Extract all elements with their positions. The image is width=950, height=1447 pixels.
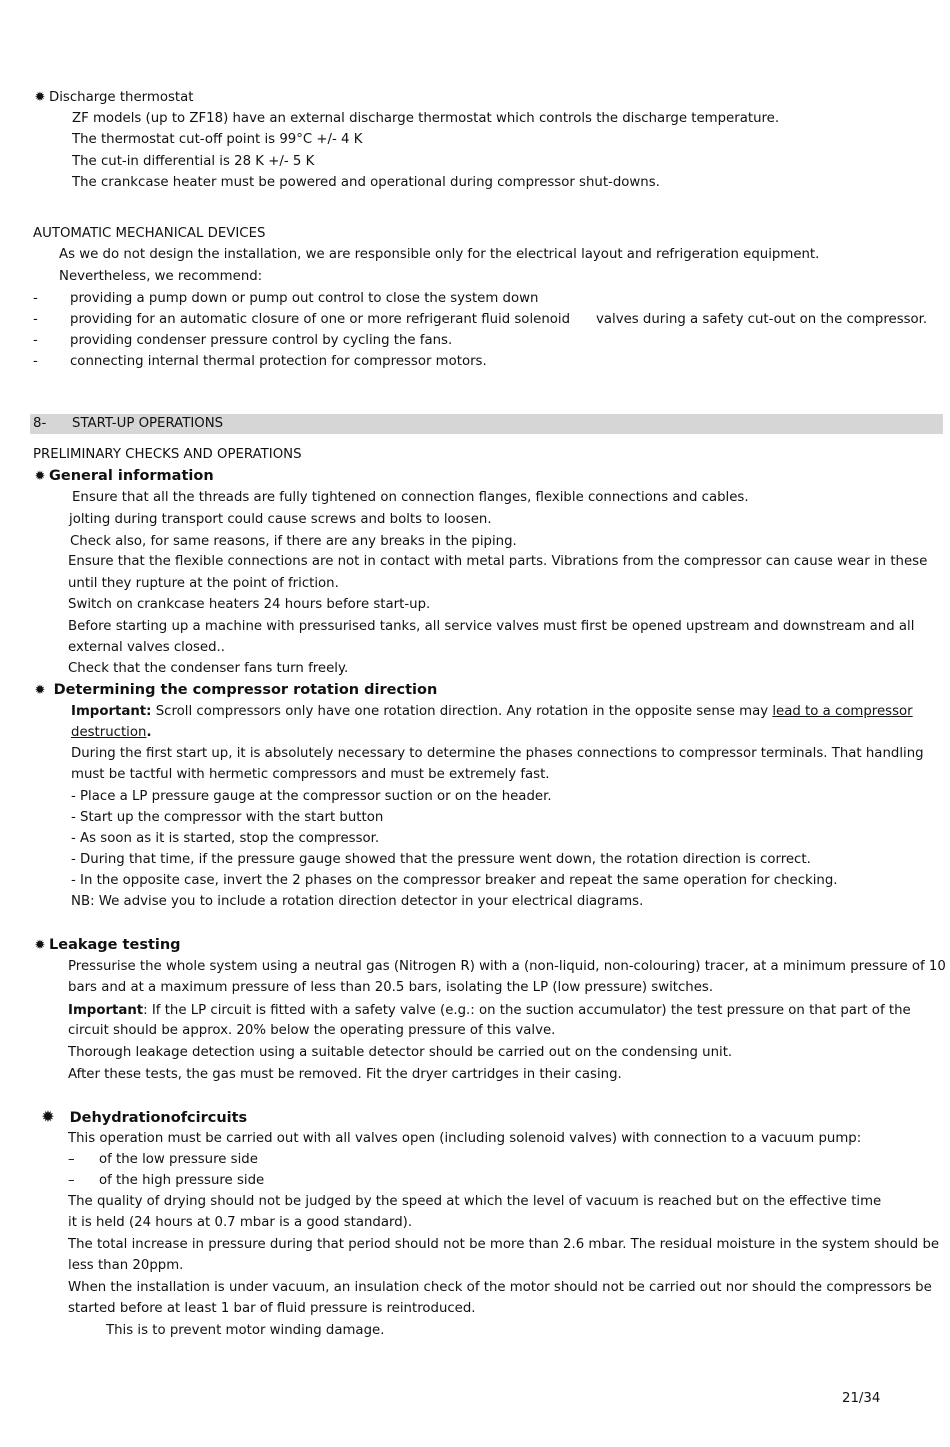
general-line: Check also, for same reasons, if there are any breaks in the piping. [70, 534, 517, 549]
list-item: providing for an automatic closure of one or more refrigerant fluid solenoid [70, 312, 571, 327]
list-item: of the high pressure side [99, 1173, 265, 1188]
dehydration-para: it is held (24 hours at 0.7 mbar is a good standard). [68, 1215, 413, 1230]
leakage-line: bars and at a maximum pressure of less than 20.5 bars, isolating the LP (low pressure) switches. [68, 980, 714, 995]
dehydration-para: started before at least 1 bar of fluid pressure is reintroduced. [68, 1301, 476, 1316]
prelim-heading: PRELIMINARY CHECKS AND OPERATIONS [33, 447, 302, 462]
discharge-line: The thermostat cut-off point is 99°C +/- 4 K [72, 132, 363, 147]
gear-bullet-icon: ✹ [34, 90, 46, 105]
list-item: of the low pressure side [99, 1152, 258, 1167]
general-line: Check that the condenser fans turn freely. [68, 661, 349, 676]
list-item: providing a pump down or pump out control to close the system down [70, 291, 539, 306]
general-line: Ensure that all the threads are fully tightened on connection flanges, flexible connections and cables. [72, 490, 749, 505]
auto-intro: As we do not design the installation, we are responsible only for the electrical layout and refrigeration equipment. [59, 247, 820, 262]
rotation-heading: ✹ Determining the compressor rotation direction [34, 682, 438, 698]
rotation-line: - Place a LP pressure gauge at the compressor suction or on the header. [71, 789, 552, 804]
leakage-line: After these tests, the gas must be removed. Fit the dryer cartridges in their casing. [68, 1067, 622, 1082]
list-item: providing condenser pressure control by cycling the fans. [70, 333, 453, 348]
rotation-important: Important: Scroll compressors only have one rotation direction. Any rotation in the opposite sense may lead to a compressor [71, 704, 913, 719]
auto-intro: Nevertheless, we recommend: [59, 269, 263, 284]
rotation-line: must be tactful with hermetic compressors and must be extremely fast. [71, 767, 550, 782]
rotation-line: During the first start up, it is absolutely necessary to determine the phases connections to compressor terminals. That handling [71, 746, 924, 761]
dehydration-para: The total increase in pressure during that period should not be more than 2.6 mbar. The residual moisture in the system should be [68, 1237, 940, 1252]
rotation-line: - Start up the compressor with the start button [71, 810, 384, 825]
gear-bullet-icon: ✹ [34, 938, 46, 953]
leakage-line: Pressurise the whole system using a neutral gas (Nitrogen R) with a (non-liquid, non-colouring) tracer, at a minimum pressure of 10 [68, 959, 946, 974]
leakage-line: Thorough leakage detection using a suitable detector should be carried out on the condensing unit. [68, 1045, 733, 1060]
discharge-line: The crankcase heater must be powered and operational during compressor shut-downs. [72, 175, 660, 190]
dehydration-intro: This operation must be carried out with all valves open (including solenoid valves) with connection to a vacuum pump: [68, 1131, 862, 1146]
section-title: START-UP OPERATIONS [72, 416, 224, 431]
general-heading: ✹ General information [34, 468, 214, 484]
dehydration-heading: ✹ Dehydrationofcircuits [33, 1108, 247, 1127]
gear-bullet-icon: ✹ [34, 683, 46, 698]
list-bullet: - [33, 291, 38, 306]
list-item-tail: valves during a safety cut-out on the compressor. [596, 312, 928, 327]
general-line: Ensure that the flexible connections are not in contact with metal parts. Vibrations from the compressor can cause wear in these [68, 554, 928, 569]
dehydration-para: less than 20ppm. [68, 1258, 184, 1273]
list-bullet: – [68, 1152, 75, 1167]
list-item: connecting internal thermal protection for compressor motors. [70, 354, 487, 369]
auto-heading: AUTOMATIC MECHANICAL DEVICES [33, 226, 266, 241]
list-bullet: – [68, 1173, 75, 1188]
rotation-line: - In the opposite case, invert the 2 phases on the compressor breaker and repeat the same operation for checking. [71, 873, 838, 888]
discharge-heading: ✹ Discharge thermostat [34, 90, 194, 105]
list-bullet: - [33, 312, 38, 327]
general-line: jolting during transport could cause screws and bolts to loosen. [69, 512, 492, 527]
list-bullet: - [33, 354, 38, 369]
list-bullet: - [33, 333, 38, 348]
rotation-line: - As soon as it is started, stop the compressor. [71, 831, 380, 846]
leakage-line: circuit should be approx. 20% below the operating pressure of this valve. [68, 1023, 556, 1038]
rotation-important-cont: destruction. [71, 725, 152, 740]
gear-bullet-icon: ✹ [34, 469, 46, 484]
general-line: until they rupture at the point of friction. [68, 576, 339, 591]
dehydration-para: When the installation is under vacuum, an insulation check of the motor should not be carried out nor should the compressors be [68, 1280, 932, 1295]
general-line: external valves closed.. [68, 640, 225, 655]
rotation-line: NB: We advise you to include a rotation direction detector in your electrical diagrams. [71, 894, 644, 909]
dehydration-para: The quality of drying should not be judged by the speed at which the level of vacuum is reached but on the effective time [68, 1194, 882, 1209]
dehydration-para: This is to prevent motor winding damage. [106, 1323, 385, 1338]
page-number: 21/34 [842, 1391, 881, 1406]
leakage-heading: ✹ Leakage testing [34, 937, 181, 953]
section-number: 8- [33, 416, 47, 431]
rotation-line: - During that time, if the pressure gauge showed that the pressure went down, the rotation direction is correct. [71, 852, 811, 867]
general-line: Switch on crankcase heaters 24 hours before start-up. [68, 597, 431, 612]
discharge-line: ZF models (up to ZF18) have an external discharge thermostat which controls the discharge temperature. [72, 111, 780, 126]
gear-bullet-icon: ✹ [41, 1107, 55, 1126]
discharge-line: The cut-in differential is 28 K +/- 5 K [72, 154, 315, 169]
leakage-important: Important: If the LP circuit is fitted with a safety valve (e.g.: on the suction accumulator) the test pressure on that part of the [68, 1003, 911, 1018]
general-line: Before starting up a machine with pressurised tanks, all service valves must first be opened upstream and downstream and all [68, 619, 915, 634]
